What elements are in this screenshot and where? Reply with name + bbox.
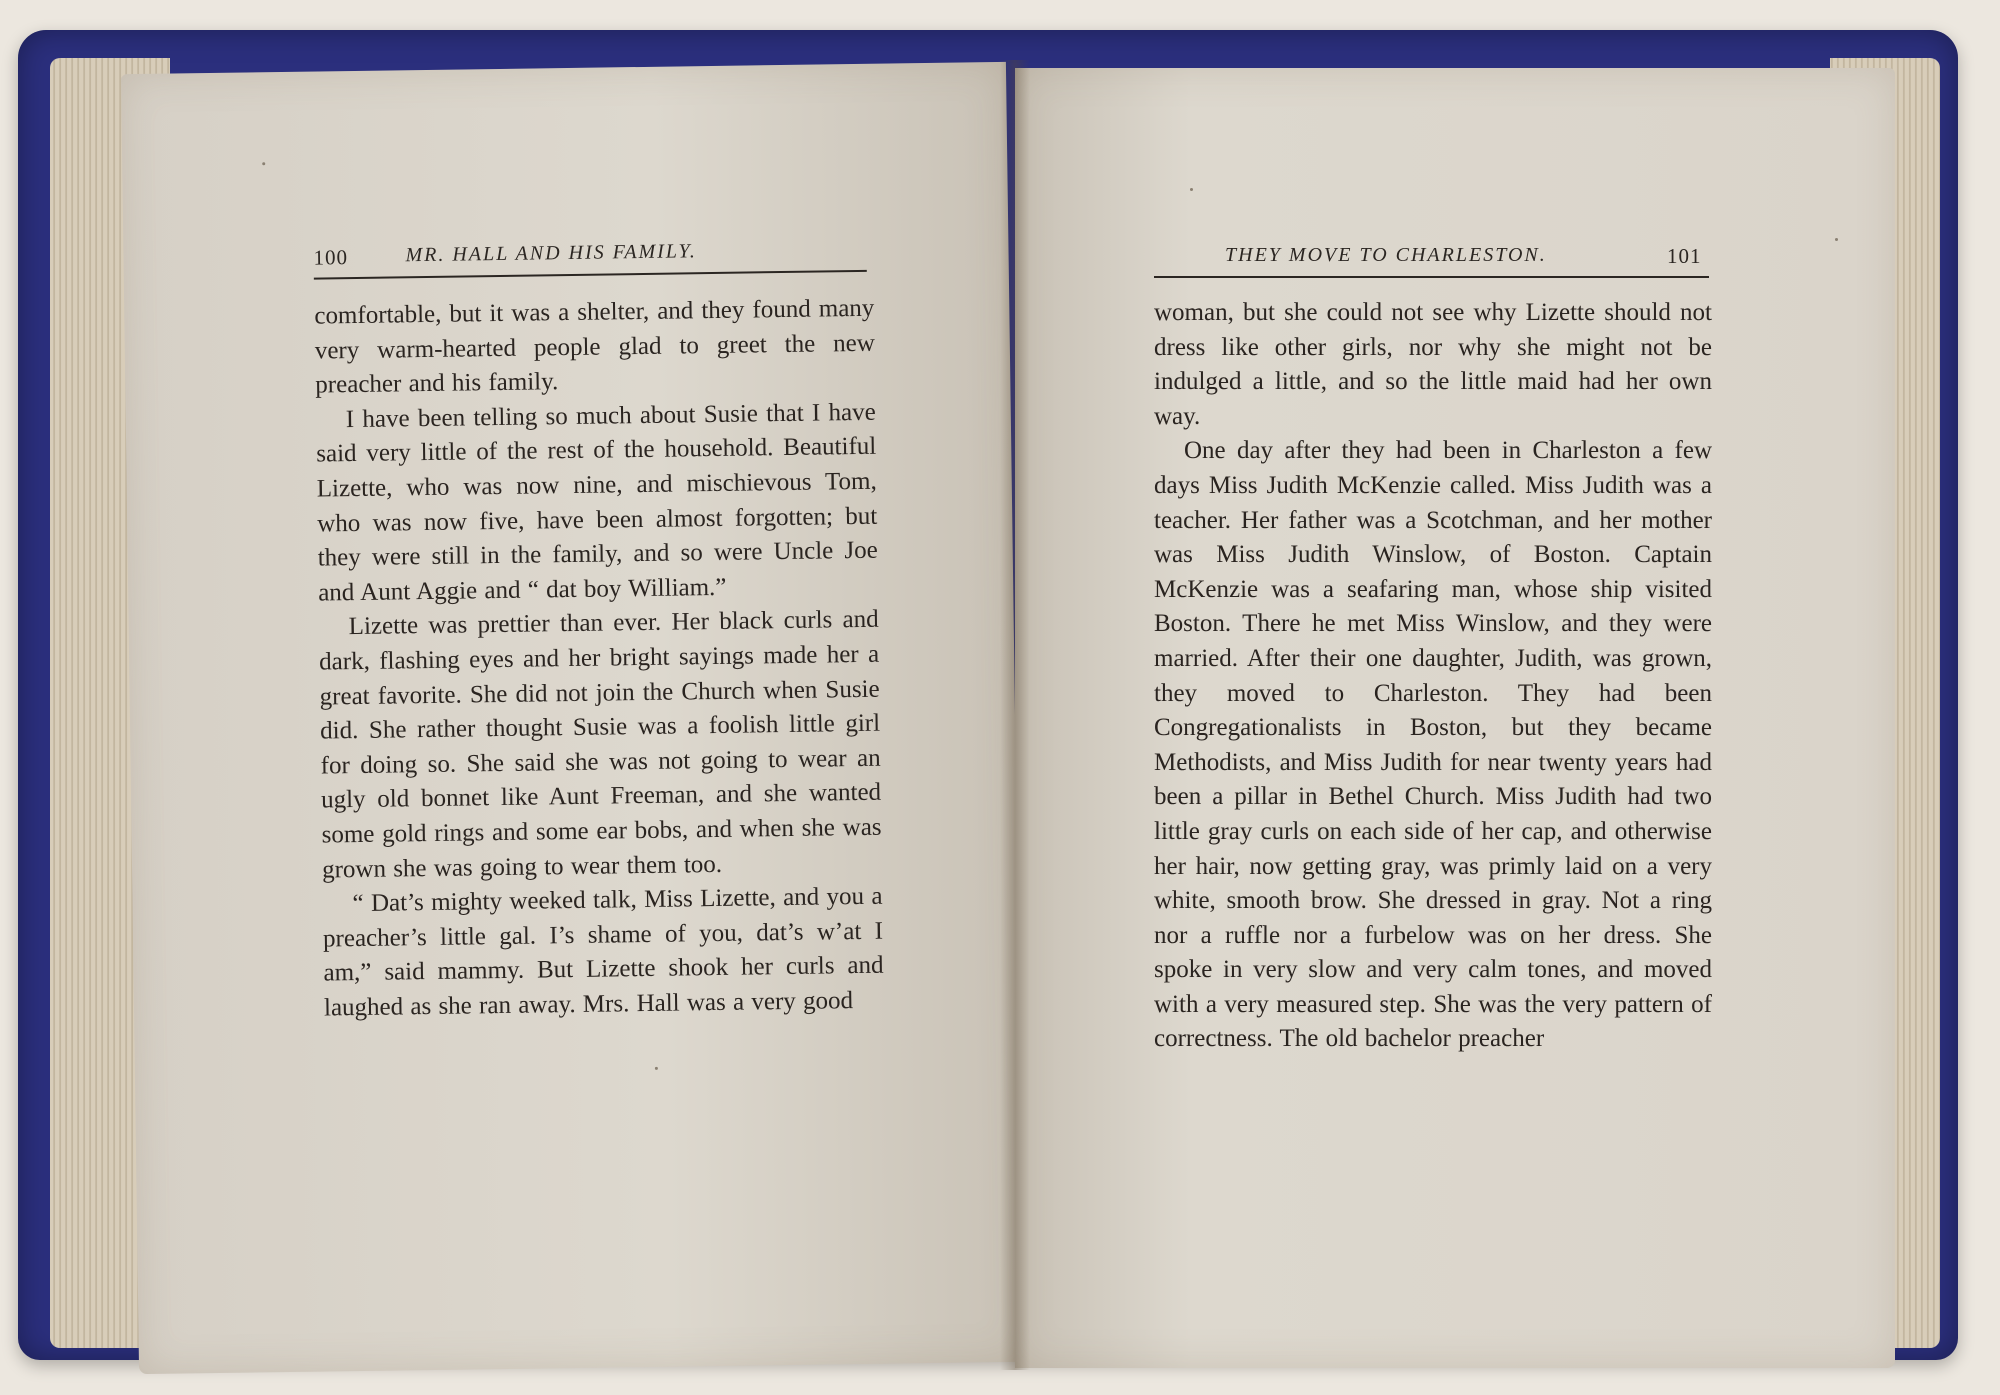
paragraph: Lizette was prettier than ever. Her black curls and dark, flashing eyes and her bright sayings made her a great favorite. She did not join the Church when Susie did. She rather thought Susie was a foolish little girl for doing so. She said she was not going to wear an ugly old bonnet like Aunt Freeman, and she wanted some gold rings and some ear bobs, and when she was grown she was going to wear them too. [319, 606, 882, 884]
right-page-body [1154, 296, 1712, 1057]
left-page-body [314, 292, 884, 1026]
right-page [1015, 68, 1895, 1368]
left-page [121, 62, 1024, 1374]
paragraph: I have been telling so much about Susie that I have said very little of the rest of the household. Beautiful Lizette, who was now nine, and mischievous Tom, who was now five, have been almost forgotten; but they were still in the family, and so were Uncle Joe and Aunt Aggie and “ dat boy William.” [316, 398, 878, 607]
header-rule [1154, 276, 1709, 278]
running-title: MR. HALL AND HIS FAMILY. [405, 240, 698, 267]
running-title: THEY MOVE TO CHARLESTON. [1225, 244, 1547, 266]
right-page-header [1015, 240, 1895, 274]
paragraph: “ Dat’s mighty weeked talk, Miss Lizette, and you a preacher’s little gal. I’s shame of you, dat’s w’at I am,” said mammy. But Lizette shook her curls and laughed as she ran away. Mrs. Hall was a very good [322, 882, 884, 1022]
paper-speck [1190, 188, 1193, 191]
paper-speck [1835, 238, 1838, 241]
paragraph: comfortable, but it was a shelter, and they found many very warm-hearted people glad to greet the new preacher and his family. [314, 294, 875, 399]
paragraph: One day after they had been in Charleston a few days Miss Judith McKenzie called. Miss Judith was a teacher. Her father was a Scotchman, and her mother was Miss Judith Winslow, of Boston. Captain McKenzie was a seafaring man, whose ship visited Boston. There he met Miss Winslow, and they were married. After their one daughter, Judith, was grown, they moved to Charleston. They had been Congregationalists in Boston, but they became Methodists, and Miss Judith for near twenty years had been a pillar in Bethel Church. Miss Judith had two little gray curls on each side of her cap, and otherwise her hair, now getting gray, was primly laid on a very white, smooth brow. She dressed in gray. Not a ring nor a ruffle nor a furbelow was on her dress. She spoke in very slow and very calm tones, and moved with a very measured step. She was the very pattern of correctness. The old bachelor preacher [1154, 437, 1712, 1053]
header-rule [314, 270, 867, 280]
left-page-header [123, 232, 1008, 278]
paragraph: woman, but she could not see why Lizette should not dress like other girls, nor why she might not be indulged a little, and so the little maid had her own way. [1154, 299, 1712, 430]
book-gutter [1000, 60, 1030, 1370]
paper-speck [655, 1067, 658, 1070]
paper-speck [262, 162, 265, 165]
page-number: 100 [313, 245, 349, 270]
page-number: 101 [1667, 244, 1702, 268]
